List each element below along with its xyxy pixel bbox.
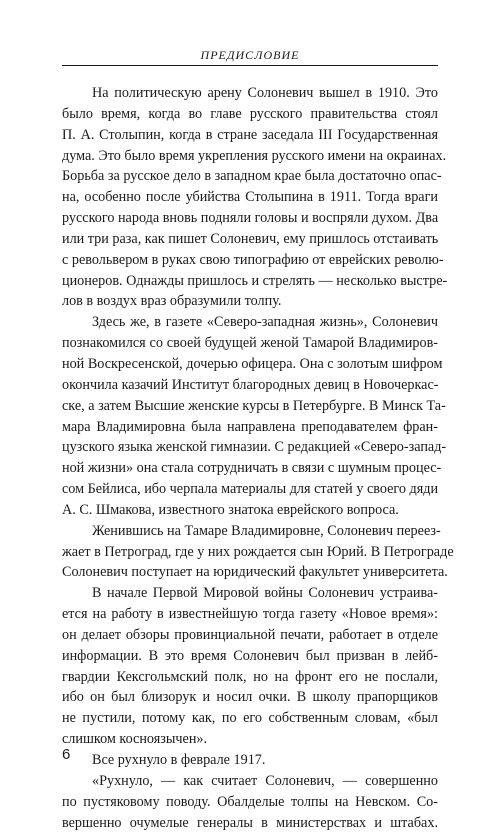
paragraph (62, 750, 438, 771)
text-line: Солоневич поступает на юридический факультет университета. (62, 564, 448, 581)
text-line: ной жизни» она стала сотрудничать в связи с шумным процес- (62, 460, 442, 477)
text-line: Здесь же, в газете «Северо-западная жизнь», Солоневич (92, 314, 438, 331)
body-text (62, 83, 454, 833)
text-line: мара Владимировна была направлена преподавателем фран- (62, 418, 438, 435)
text-line: цузского языка женской гимназии. С редакцией «Северо-запад- (62, 439, 447, 456)
text-line: с револьвером в руках свою типографию от еврейских револю- (62, 251, 444, 268)
header-rule (62, 65, 438, 66)
text-line: познакомился со своей будущей женой Тамарой Владимиров- (62, 335, 438, 352)
running-head-title: ПРЕДИСЛОВИЕ (200, 48, 300, 62)
text-line: Все рухнуло в феврале 1917. (92, 752, 266, 768)
text-line: Женившись на Тамаре Владимировне, Солоневич переез- (92, 522, 441, 539)
text-line: или три раза, как пишет Солоневич, ему пришлось отстаивать (62, 230, 439, 247)
text-line: лов в воздух враз образумили толпу. (62, 293, 282, 310)
text-line: А. С. Шмакова, известного знатока еврейского вопроса. (62, 501, 399, 518)
text-line: было время, когда во главе русского правительства стоял (62, 105, 438, 122)
text-line: он делает обзоры провинциальной печати, работает в отделе (62, 626, 438, 643)
text-line: В начале Первой Мировой войны Солоневич устраива- (92, 585, 438, 602)
text-line: П. А. Столыпин, когда в стране заседала III Государственная (62, 126, 438, 143)
paragraph (62, 583, 438, 750)
text-line: не пустили, потому как, по его собственным словам, «был (62, 710, 438, 727)
page-number: 6 (62, 746, 71, 763)
text-line: информации. В это время Солоневич был призван в лейб- (62, 647, 438, 664)
text-line: ске, а затем Высшие женские курсы в Петербурге. В Минск Та- (62, 397, 446, 414)
text-line: ется на работу в известнейшую тогда газету «Новое время»: (62, 606, 438, 623)
text-line: жает в Петроград, где у них рождается сын Юрий. В Петрограде (62, 543, 454, 560)
text-line: слишком косноязычен». (62, 731, 208, 748)
paragraph (62, 521, 454, 584)
text-line: ибо он был близорук и носил очки. В школу прапорщиков (62, 689, 438, 706)
paragraph (62, 312, 447, 520)
text-line: ной Воскресенской, дочерью офицера. Она с золотым шифром (62, 355, 443, 372)
text-line: по пустяковому поводу. Обалделые толпы на Невском. Со- (62, 793, 438, 810)
text-line: дума. Это было время укрепления русского имени на окраинах. (62, 147, 447, 164)
text-line: окончила казачий Институт благородных девиц в Новочеркас- (62, 376, 439, 393)
text-line: сом Бейлиса, ибо черпала материалы для статей у своего дяди (62, 481, 439, 498)
paragraph (62, 771, 438, 833)
text-line: ционеров. Однажды пришлось и стрелять — несколько выстре- (62, 272, 448, 289)
text-line: на, особенно после убийства Столыпина в 1911. Тогда враги (62, 189, 438, 206)
text-line: На политическую арену Солоневич вышел в 1910. Это (92, 85, 438, 101)
text-line: «Рухнуло, — как считает Солоневич, — совершенно (92, 772, 438, 789)
paragraph (62, 83, 448, 312)
text-line: Борьба за русское дело в западном крае была достаточно опас- (62, 168, 442, 185)
text-line: русского народа вновь подняли головы и воспряли духом. Два (62, 210, 439, 227)
text-line: гвардии Кексгольмский полк, но на фронт его не послали, (62, 668, 438, 685)
text-line: вершенно очумелые генералы в министерствах и штабах. (62, 814, 438, 831)
